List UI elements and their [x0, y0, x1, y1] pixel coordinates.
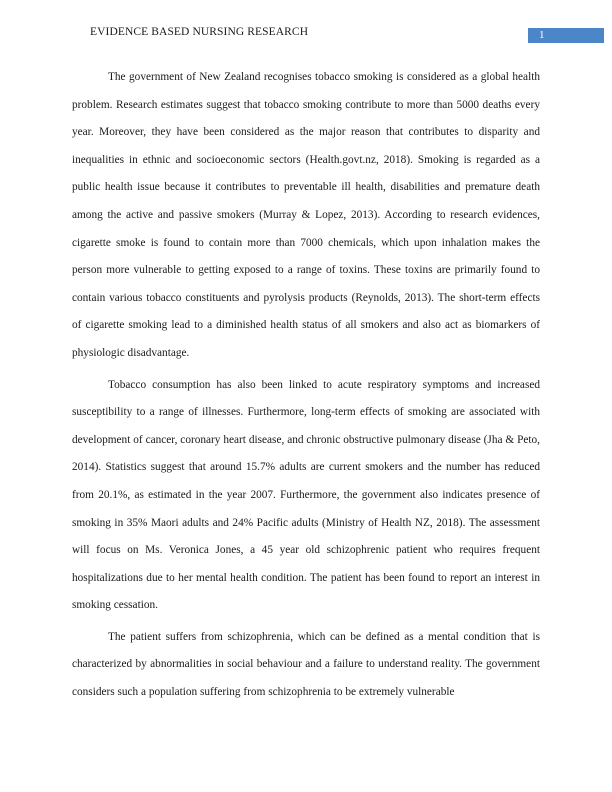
paragraph-tobacco-global-problem: The government of New Zealand recognises tobacco smoking is considered as a global health problem. Research estimates suggest that tobacco smoking contribute to more than 5000 deaths every year. Moreover, they have been considered as the major reason that contributes to disparity and inequalities in ethnic and socioeconomic sectors (Health.govt.nz, 2018). Smoking is regarded as a public health issue because it contributes to preventable ill health, disabilities and premature death among the active and passive smokers (Murray & Lopez, 2013). According to research evidences, cigarette smoke is found to contain more than 7000 chemicals, which upon inhalation makes the person more vulnerable to getting exposed to a range of toxins. These toxins are primarily found to contain various tobacco constituents and pyrolysis products (Reynolds, 2013). The short-term effects of cigarette smoking lead to a diminished health status of all smokers and also act as biomarkers of physiologic disadvantage. — [72, 71, 540, 359]
running-head-title: EVIDENCE BASED NURSING RESEARCH — [90, 26, 309, 38]
page-number-badge — [528, 28, 604, 43]
body-text — [72, 64, 540, 707]
paragraph-tobacco-health-effects: Tobacco consumption has also been linked to acute respiratory symptoms and increased susceptibility to a range of illnesses. Furthermore, long-term effects of smoking are associated with development of cancer, coronary heart disease, and chronic obstructive pulmonary disease (Jha & Peto, 2014). Statistics suggest that around 15.7% adults are current smokers and the number has reduced from 20.1%, as estimated in the year 2007. Furthermore, the government also indicates presence of smoking in 35% Maori adults and 24% Pacific adults (Ministry of Health NZ, 2018). The assessment will focus on Ms. Veronica Jones, a 45 year old schizophrenic patient who requires frequent hospitalizations due to her mental health condition. The patient has been found to report an interest in smoking cessation. — [72, 378, 540, 612]
page-number: 1 — [539, 29, 545, 41]
paragraph-schizophrenia: The patient suffers from schizophrenia, which can be defined as a mental condition that is characterized by abnormalities in social behaviour and a failure to understand reality. The government considers such a population suffering from schizophrenia to be extremely vulnerable — [72, 630, 540, 699]
